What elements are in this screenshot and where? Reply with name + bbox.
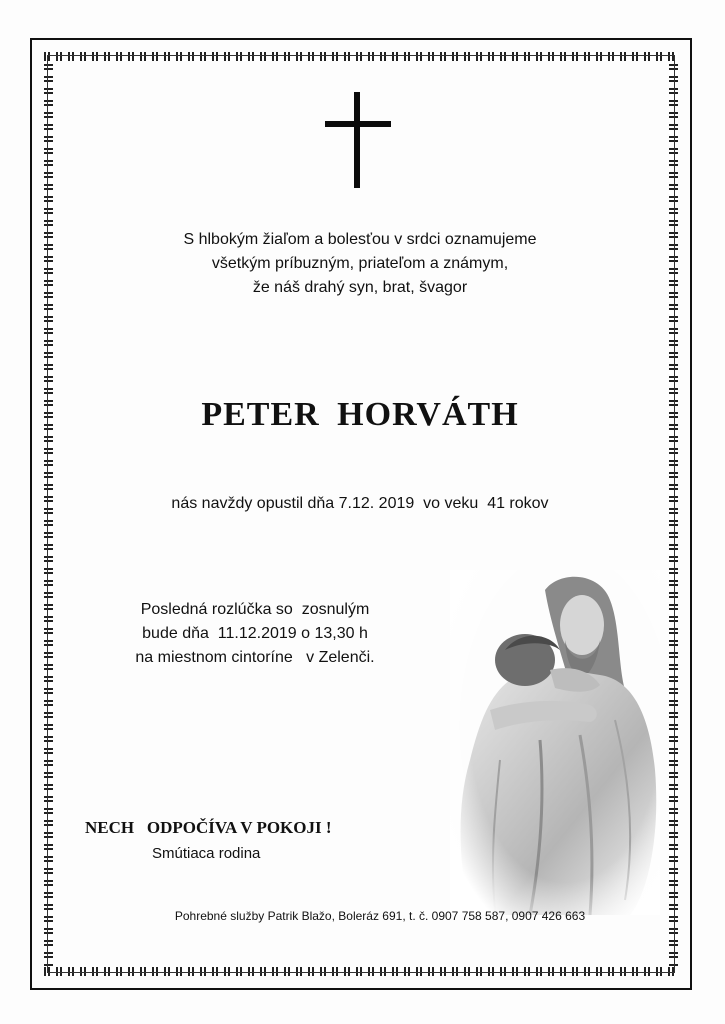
- funeral-details: [95, 598, 415, 670]
- intro-line: S hlbokým žiaľom a bolesťou v srdci oznamujeme: [183, 231, 537, 248]
- cross-icon: [325, 92, 391, 188]
- announcement-intro: [60, 228, 660, 300]
- funeral-service-info: Pohrebné služby Patrik Blažo, Boleráz 691, t. č. 0907 758 587, 0907 426 663: [174, 909, 586, 923]
- funeral-line: bude dňa 11.12.2019 o 13,30 h: [142, 625, 368, 642]
- intro-line: že náš drahý syn, brat, švagor: [252, 279, 468, 296]
- date-of-death-text: nás navždy opustil dňa 7.12. 2019 vo veku 41 rokov: [171, 495, 549, 512]
- funeral-line: Posledná rozlúčka so zosnulým: [140, 601, 370, 618]
- rest-in-peace: NECH ODPOČÍVA V POKOJI !: [85, 818, 332, 837]
- deceased-name: PETER HORVÁTH: [201, 396, 519, 433]
- embrace-illustration: [450, 570, 660, 915]
- intro-line: všetkým príbuzným, priateľom a známym,: [211, 255, 509, 272]
- funeral-line: na miestnom cintoríne v Zelenči.: [135, 649, 375, 666]
- family-signature: Smútiaca rodina: [152, 845, 261, 862]
